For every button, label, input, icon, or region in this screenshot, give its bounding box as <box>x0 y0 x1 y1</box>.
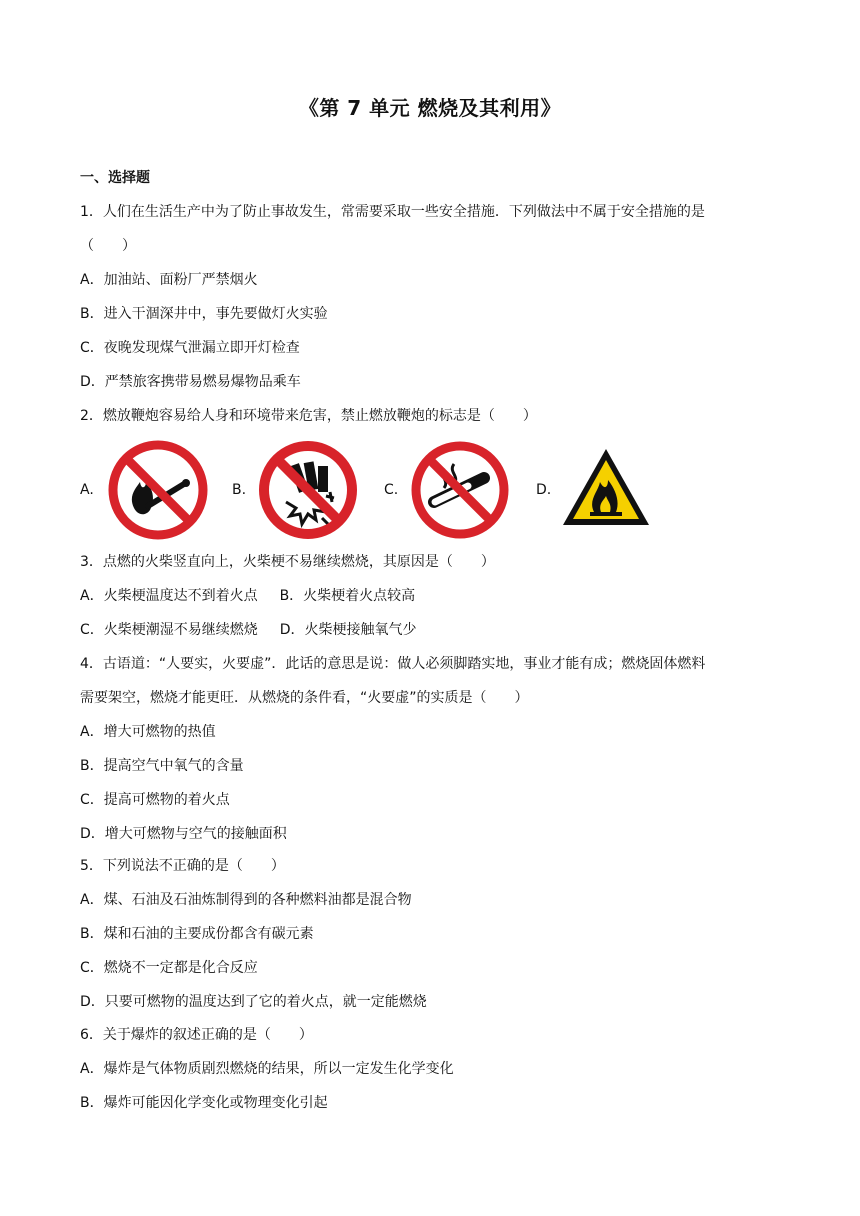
q1-option-c: C．夜晚发现煤气泄漏立即开灯检查 <box>80 340 300 356</box>
q3-option-d: D．火柴梗接触氧气少 <box>279 622 417 638</box>
no-smoking-sign-icon <box>408 438 512 542</box>
q2-option-c-label: C. <box>384 482 399 498</box>
q4-stem-line2: 需要架空，燃烧才能更旺．从燃烧的条件看，“火要虚”的实质是（ ） <box>80 690 529 706</box>
q2-option-d <box>536 436 686 544</box>
q4-option-d: D．增大可燃物与空气的接触面积 <box>80 826 287 842</box>
q1-option-a: A．加油站、面粉厂严禁烟火 <box>80 272 258 288</box>
no-fire-sign-icon <box>104 436 212 544</box>
q3-option-c: C．火柴梗潮湿不易继续燃烧 <box>80 622 258 638</box>
q2-option-c <box>384 436 524 544</box>
q2-option-b-label: B. <box>232 482 247 498</box>
q2-option-a <box>80 436 220 544</box>
q3-option-b: B．火柴梗着火点较高 <box>279 588 416 604</box>
q3-options-row2 <box>80 620 417 640</box>
q2-stem: 2．燃放鞭炮容易给人身和环境带来危害，禁止燃放鞭炮的标志是（ ） <box>80 408 537 424</box>
q1-stem-line1: 1．人们在生活生产中为了防止事故发生，常需要采取一些安全措施．下列做法中不属于安全措施的是 <box>80 204 705 220</box>
q3-stem: 3．点燃的火柴竖直向上，火柴梗不易继续燃烧，其原因是（ ） <box>80 554 495 570</box>
q5-option-d: D．只要可燃物的温度达到了它的着火点，就一定能燃烧 <box>80 994 427 1010</box>
page-title: 《第 7 单元 燃烧及其利用》 <box>298 96 562 120</box>
q4-option-c: C．提高可燃物的着火点 <box>80 792 230 808</box>
q3-options-row1 <box>80 586 415 606</box>
q4-option-a: A．增大可燃物的热值 <box>80 724 216 740</box>
q6-stem: 6．关于爆炸的叙述正确的是（ ） <box>80 1027 313 1043</box>
q5-stem: 5．下列说法不正确的是（ ） <box>80 858 285 874</box>
q2-option-a-label: A. <box>80 482 94 498</box>
section-heading: 一、选择题 <box>80 170 150 186</box>
q6-option-a: A．爆炸是气体物质剧烈燃烧的结果，所以一定发生化学变化 <box>80 1061 454 1077</box>
q6-option-b: B．爆炸可能因化学变化或物理变化引起 <box>80 1095 328 1111</box>
q5-option-c: C．燃烧不一定都是化合反应 <box>80 960 258 976</box>
q2-option-b <box>232 436 372 544</box>
no-fireworks-sign-icon <box>256 438 360 542</box>
q5-option-a: A．煤、石油及石油炼制得到的各种燃料油都是混合物 <box>80 892 412 908</box>
q1-stem-line2: （ ） <box>80 238 136 254</box>
q5-option-b: B．煤和石油的主要成份都含有碳元素 <box>80 926 314 942</box>
q3-option-a: A．火柴梗温度达不到着火点 <box>80 588 258 604</box>
q1-option-d: D．严禁旅客携带易燃易爆物品乘车 <box>80 374 301 390</box>
flammable-warning-sign-icon <box>560 446 652 528</box>
q4-option-b: B．提高空气中氧气的含量 <box>80 758 244 774</box>
q2-option-d-label: D. <box>536 482 552 498</box>
q4-stem-line1: 4．古语道：“人要实，火要虚”．此话的意思是说：做人必须脚踏实地，事业才能有成；燃烧固体燃料 <box>80 656 706 672</box>
q1-option-b: B．进入干涸深井中，事先要做灯火实验 <box>80 306 328 322</box>
q2-sign-options <box>80 436 700 544</box>
